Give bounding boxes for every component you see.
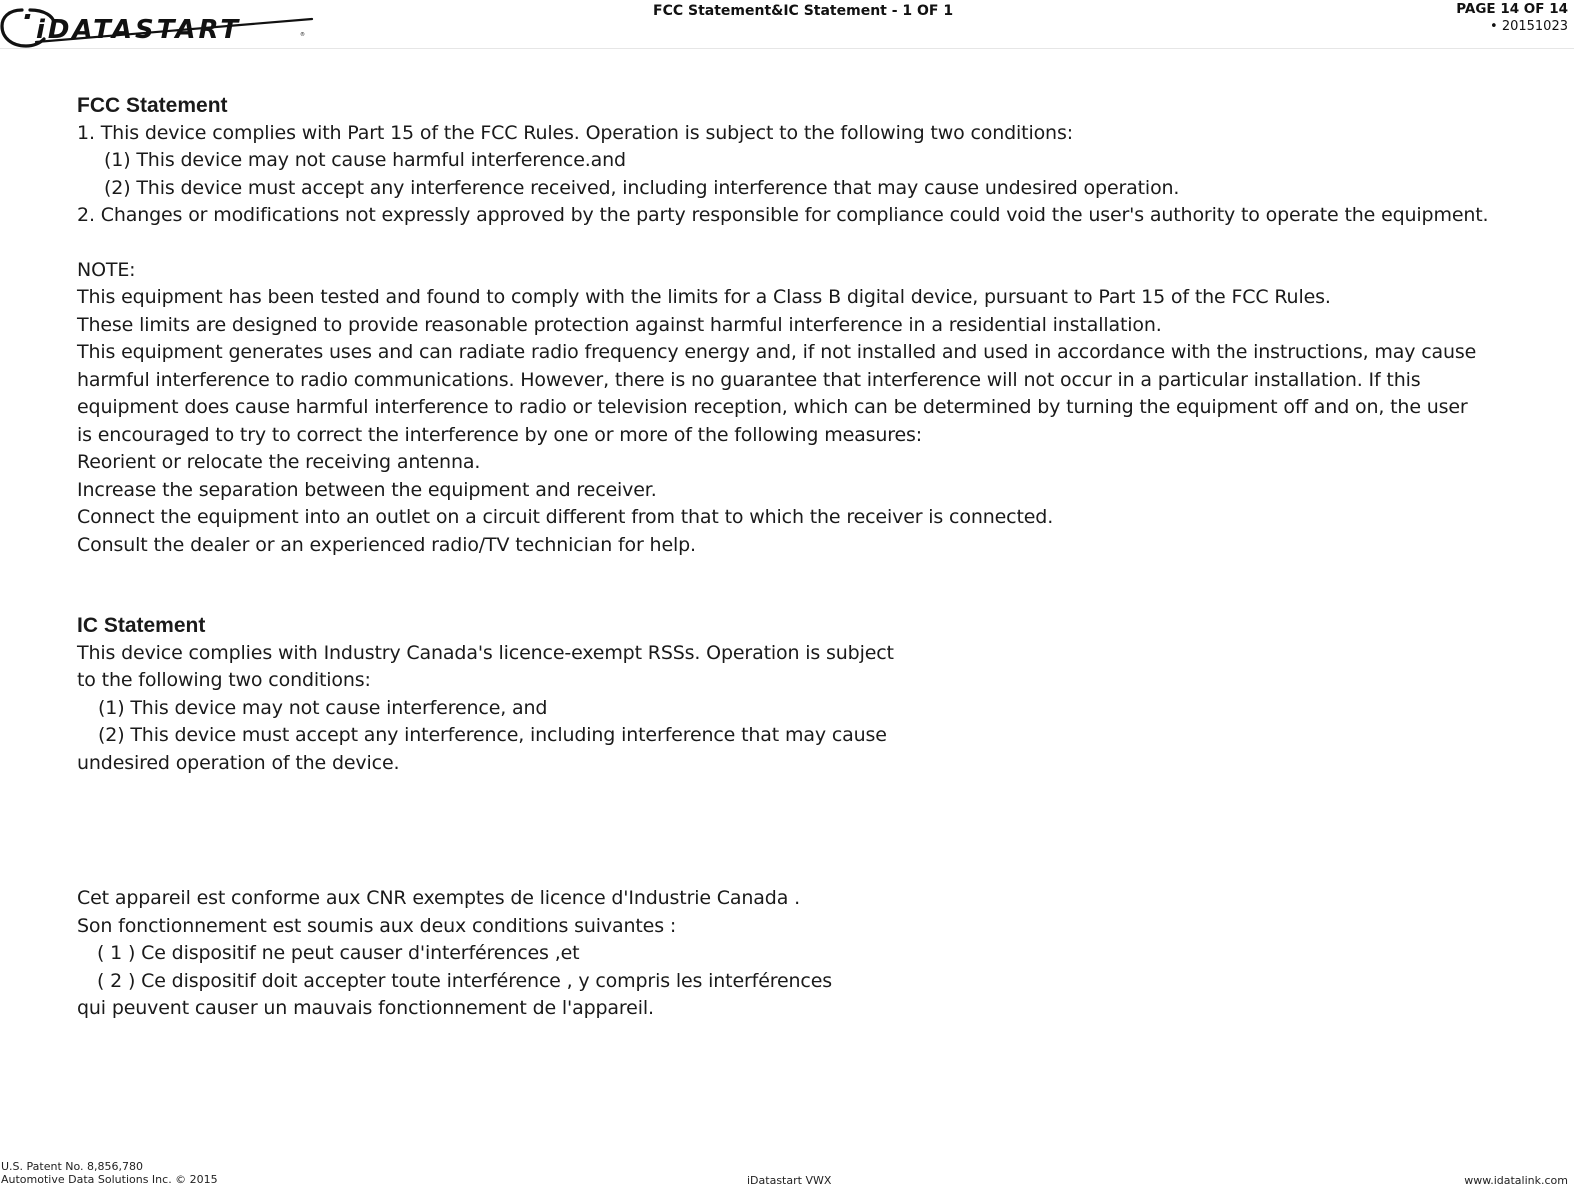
- french-line: ( 2 ) Ce dispositif doit accepter toute interférence , y compris les interférences: [97, 970, 833, 992]
- note-line: Increase the separation between the equipment and receiver.: [77, 479, 657, 501]
- page-header: [0, 0, 1574, 49]
- note-line: This equipment generates uses and can radiate radio frequency energy and, if not installed and used in accordance with the instructions, may cause: [77, 341, 1477, 363]
- french-line: qui peuvent causer un mauvais fonctionnement de l'appareil.: [77, 997, 654, 1019]
- note-line: Connect the equipment into an outlet on a circuit different from that to which the receiver is connected.: [77, 506, 1054, 528]
- logo-wordmark: iDATASTART: [36, 15, 242, 45]
- note-line: equipment does cause harmful interference to radio or television reception, which can be determined by turning the equipment off and on, the user: [77, 396, 1468, 418]
- footer-left: [1, 1160, 218, 1186]
- note-label: NOTE:: [77, 259, 136, 281]
- french-line: Son fonctionnement est soumis aux deux conditions suivantes :: [77, 915, 677, 937]
- ic-heading: IC Statement: [77, 614, 206, 637]
- revision-date: • 20151023: [1490, 19, 1568, 34]
- page-number: PAGE 14 OF 14: [1456, 1, 1568, 17]
- note-line: Consult the dealer or an experienced radio/TV technician for help.: [77, 534, 696, 556]
- note-line: These limits are designed to provide reasonable protection against harmful interference in a residential installation.: [77, 314, 1162, 336]
- fcc-heading: FCC Statement: [77, 94, 228, 117]
- note-line: is encouraged to try to correct the interference by one or more of the following measures:: [77, 424, 923, 446]
- logo-graphic: [0, 2, 320, 48]
- french-line: Cet appareil est conforme aux CNR exemptes de licence d'Industrie Canada .: [77, 887, 800, 909]
- document-title: FCC Statement&IC Statement - 1 OF 1: [653, 3, 954, 19]
- ic-line: to the following two conditions:: [77, 669, 371, 691]
- idatastart-logo: [0, 2, 320, 48]
- fcc-line: 1. This device complies with Part 15 of the FCC Rules. Operation is subject to the following two conditions:: [77, 122, 1073, 144]
- copyright: Automotive Data Solutions Inc. © 2015: [1, 1173, 218, 1186]
- website-link[interactable]: www.idatalink.com: [1464, 1174, 1568, 1187]
- french-line: ( 1 ) Ce dispositif ne peut causer d'interférences ,et: [97, 942, 580, 964]
- fcc-line: 2. Changes or modifications not expressly approved by the party responsible for compliance could void the user's authority to operate the equipment.: [77, 204, 1489, 226]
- fcc-line: (1) This device may not cause harmful interference.and: [104, 149, 626, 171]
- ic-line: (2) This device must accept any interference, including interference that may cause: [98, 724, 887, 746]
- note-line: This equipment has been tested and found to comply with the limits for a Class B digital device, pursuant to Part 15 of the FCC Rules.: [77, 286, 1331, 308]
- page-footer: [0, 1158, 1574, 1190]
- ic-line: This device complies with Industry Canada's licence-exempt RSSs. Operation is subject: [77, 642, 894, 664]
- note-line: Reorient or relocate the receiving antenna.: [77, 451, 481, 473]
- fcc-line: (2) This device must accept any interference received, including interference that may cause undesired operation.: [104, 177, 1180, 199]
- ic-line: (1) This device may not cause interference, and: [98, 697, 548, 719]
- product-name: iDatastart VWX: [747, 1174, 832, 1187]
- note-line: harmful interference to radio communications. However, there is no guarantee that interference will not occur in a particular installation. If this: [77, 369, 1421, 391]
- ic-line: undesired operation of the device.: [77, 752, 400, 774]
- page-info: [1456, 1, 1568, 36]
- patent-number: U.S. Patent No. 8,856,780: [1, 1160, 144, 1173]
- svg-text:®: ®: [300, 32, 305, 38]
